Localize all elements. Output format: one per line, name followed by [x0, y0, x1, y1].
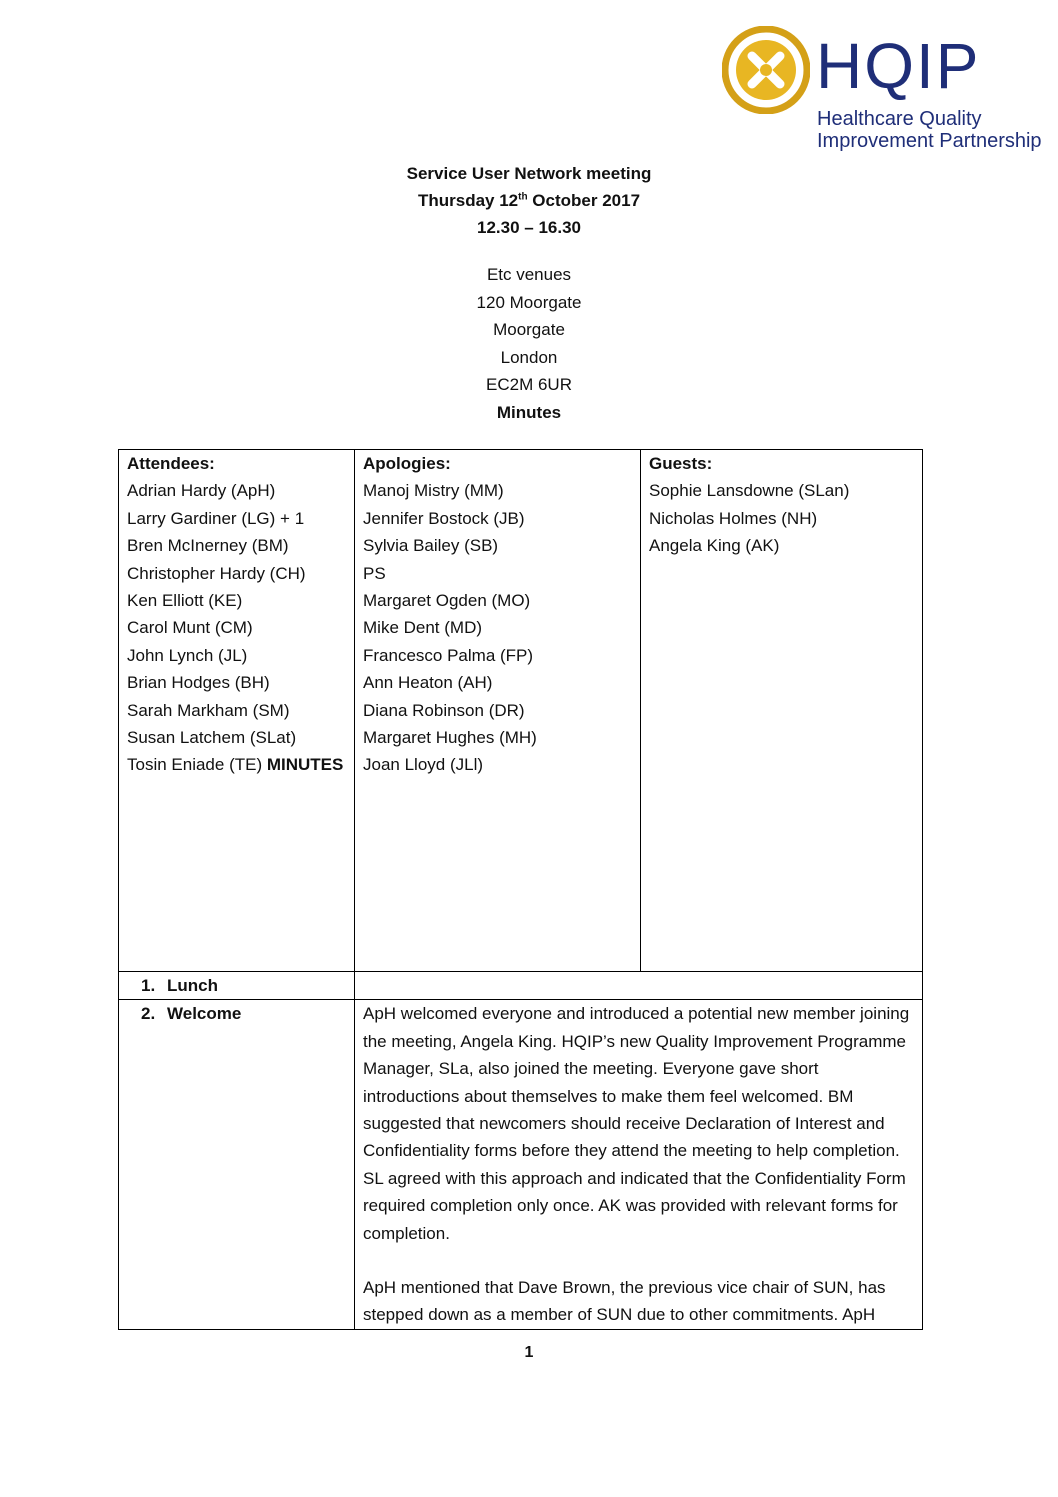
minutes-taker-label: MINUTES [266, 755, 344, 775]
logo-tagline [817, 108, 1057, 152]
apology-name: Francesco Palma (FP) [363, 645, 534, 665]
agenda-item-notes-cell [355, 972, 923, 1000]
date-ordinal: th [518, 191, 528, 203]
attendee-name: Brian Hodges (BH) [127, 673, 270, 693]
venue-line: London [500, 347, 558, 367]
attendees-cell [119, 450, 355, 972]
apology-name: Ann Heaton (AH) [363, 673, 493, 693]
minutes-label: Minutes [496, 402, 562, 422]
attendee-name: Susan Latchem (SLat) [127, 728, 297, 748]
attendee-name: Larry Gardiner (LG) + 1 [127, 508, 305, 528]
guest-name: Angela King (AK) [649, 536, 780, 556]
agenda-item-number: 1. [141, 976, 156, 995]
apology-name: Diana Robinson (DR) [363, 700, 525, 720]
page-number: 1 [524, 1344, 534, 1361]
meeting-time: 12.30 – 16.30 [477, 218, 581, 237]
attendee-name: Carol Munt (CM) [127, 618, 253, 638]
apologies-heading: Apologies: [363, 454, 451, 473]
apology-name: Margaret Ogden (MO) [363, 591, 531, 611]
attendee-name: Ken Elliott (KE) [127, 591, 243, 611]
apology-name: PS [363, 563, 386, 583]
logo-tagline-line-1: Healthcare Quality [817, 108, 982, 130]
agenda-item-title-cell [119, 1000, 355, 1329]
attendee-name: John Lynch (JL) [127, 645, 248, 665]
attendee-name: Christopher Hardy (CH) [127, 563, 306, 583]
agenda-item-notes-cell [355, 1000, 923, 1329]
venue-line: Moorgate [493, 320, 565, 339]
attendee-name: Bren McInerney (BM) [127, 536, 289, 556]
apology-name: Mike Dent (MD) [363, 618, 483, 638]
notes-paragraph: ApH mentioned that Dave Brown, the previous vice chair of SUN, has stepped down as a member of SUN due to other commitments. ApH [363, 1278, 886, 1325]
venue-line: Etc venues [486, 265, 572, 284]
agenda-item-row [119, 972, 923, 1000]
date-prefix: Thursday 12 [417, 191, 519, 210]
date-suffix: October 2017 [527, 191, 641, 210]
guests-cell [641, 450, 923, 972]
apology-name: Margaret Hughes (MH) [363, 728, 537, 748]
apology-name: Sylvia Bailey (SB) [363, 536, 499, 556]
agenda-item-number: 2. [141, 1004, 156, 1024]
guest-name: Sophie Lansdowne (SLan) [649, 481, 850, 501]
apology-name: Manoj Mistry (MM) [363, 481, 504, 501]
attendees-heading: Attendees: [127, 454, 215, 473]
logo-tagline-line-2: Improvement Partnership [817, 130, 1042, 152]
venue-line: EC2M 6UR [486, 375, 572, 394]
logo-wordmark: HQIP [816, 30, 981, 102]
attendee-name: Adrian Hardy (ApH) [127, 481, 276, 501]
attendee-name-minutes [127, 751, 346, 778]
apology-name: Joan Lloyd (JLl) [363, 755, 484, 775]
venue-line: 120 Moorgate [476, 292, 582, 312]
meeting-date [0, 187, 1058, 214]
notes-paragraph: ApH welcomed everyone and introduced a potential new member joining the meeting, Angela King. HQIP’s new Quality Improvement Programme Manager, SLa, also joined the meeting. Everyone gave short introductions about themselves to make them feel welcomed. BM suggested that newcomers should receive Declaration of Interest and Confidentiality forms before they attend the meeting to help completion. SL agreed with this approach and indicated that the Confidentiality Form required completion only once. AK was provided with relevant forms for completion. [363, 1004, 910, 1243]
agenda-item-row [119, 1000, 923, 1329]
apologies-cell [355, 450, 641, 972]
attendance-row [119, 450, 923, 972]
guests-heading: Guests: [649, 454, 713, 473]
agenda-item-title: Lunch [167, 976, 218, 995]
hqip-emblem-icon [722, 26, 810, 114]
guest-name: Nicholas Holmes (NH) [649, 508, 818, 528]
minutes-table [118, 449, 923, 1330]
meeting-header [0, 160, 1058, 426]
attendee-name-text: Tosin Eniade (TE) [127, 755, 267, 775]
apology-name: Jennifer Bostock (JB) [363, 508, 525, 528]
meeting-title: Service User Network meeting [406, 164, 652, 183]
agenda-item-title-cell [119, 972, 355, 1000]
attendee-name: Sarah Markham (SM) [127, 700, 290, 720]
agenda-item-title: Welcome [167, 1004, 242, 1024]
hqip-logo [722, 22, 1052, 157]
